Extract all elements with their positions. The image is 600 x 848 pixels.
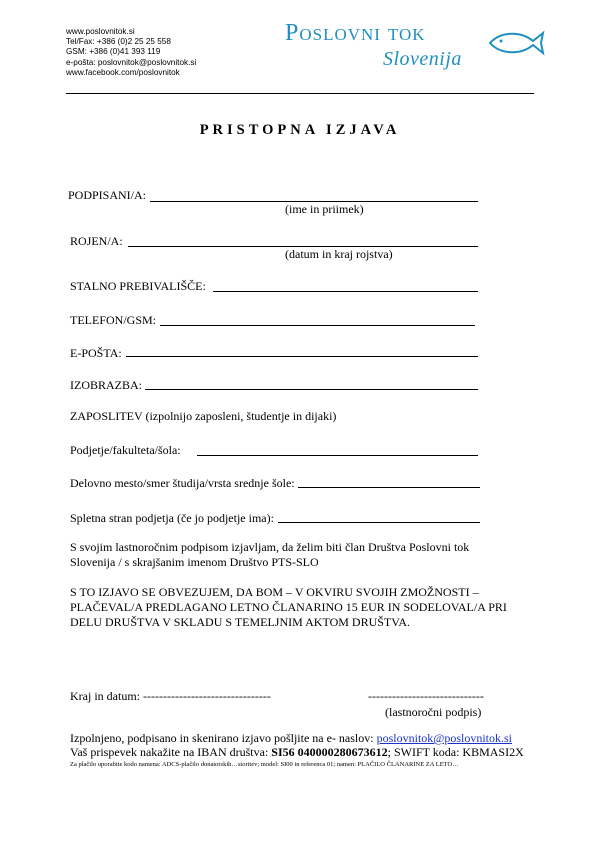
contact-email: e-pošta: poslovnitok@poslovnitok.si: [66, 57, 197, 67]
contact-phone: Tel/Fax: +386 (0)2 25 25 558: [66, 37, 171, 47]
statement-membership: S svojim lastnoročnim podpisom izjavljam, da želim biti član Društva Poslovni tok Slovenija / s skrajšanim imenom Društvo PTS-SLO: [70, 540, 470, 569]
label-delovno-mesto: Delovno mesto/smer študija/vrsta srednje šole:: [70, 476, 295, 490]
input-line-prebivalisce[interactable]: [213, 291, 478, 292]
statement-obligation: S TO IZJAVO SE OBVEZUJEM, DA BOM – V OKVIRU SVOJIH ZMOŽNOSTI – PLAČEVAL/A PREDLAGANO LETNO ČLANARINO 15 EUR IN SODELOVAL/A PRI DELU DRUŠTVA V SKLADU S TEMELJNIM AKTOM DRUŠTVA.: [70, 585, 507, 629]
fish-logo-icon: [487, 29, 547, 57]
contact-facebook: www.facebook.com/poslovnitok: [66, 67, 180, 77]
input-line-izobrazba[interactable]: [145, 389, 478, 390]
contact-block: [66, 27, 196, 78]
label-spletna-stran: Spletna stran podjetja (če jo podjetje ima):: [70, 511, 274, 525]
label-zaposlitev: ZAPOSLITEV (izpolnijo zaposleni, študentje in dijaki): [70, 409, 337, 423]
label-prebivalisce: STALNO PREBIVALIŠČE:: [70, 279, 206, 293]
label-izobrazba: IZOBRAZBA:: [70, 378, 142, 392]
label-eposta: E-POŠTA:: [70, 346, 122, 360]
input-line-spletna-stran[interactable]: [278, 522, 480, 523]
input-line-delovno-mesto[interactable]: [298, 487, 480, 488]
label-rojen: ROJEN/A:: [70, 234, 123, 248]
label-podjetje: Podjetje/fakulteta/šola:: [70, 443, 181, 457]
contact-website: www.poslovnitok.si: [66, 27, 135, 36]
send-instructions: [70, 731, 512, 746]
logo-name: Poslovni tok: [285, 20, 426, 46]
swift-prefix: ; SWIFT koda:: [387, 745, 463, 759]
send-email-link[interactable]: poslovnitok@poslovnitok.si: [376, 731, 513, 745]
input-line-telefon[interactable]: [160, 325, 475, 326]
signature-hint: (lastnoročni podpis): [385, 705, 482, 719]
logo-subtitle: Slovenija: [383, 48, 462, 70]
hint-datum-kraj: (datum in kraj rojstva): [285, 247, 393, 261]
send-text: Izpolnjeno, podpisano in skenirano izjavo pošljite na e- naslov:: [70, 731, 377, 745]
label-podpisani: PODPISANI/A:: [68, 188, 147, 202]
header-divider: [66, 93, 534, 94]
input-line-eposta[interactable]: [126, 356, 478, 357]
iban-value: SI56 040000280673612: [271, 745, 388, 759]
swift-value: KBMASI2X: [462, 745, 524, 759]
contact-gsm: GSM: +386 (0)41 393 119: [66, 47, 161, 57]
place-date-field[interactable]: Kraj in datum: --------------------------------: [70, 689, 271, 703]
payment-note: Za plačilo uporabite kodo namena: ADCS-plačilo donatorskih…storitev; model: SI00 in referenca 01; namen: PLAČILO ČLANARINE ZA LETO…: [70, 761, 459, 768]
iban-prefix: Vaš prispevek nakažite na IBAN društva:: [70, 745, 272, 759]
page-title: PRISTOPNA IZJAVA: [199, 122, 401, 138]
input-line-podjetje[interactable]: [197, 455, 478, 456]
payment-instructions: [70, 745, 524, 760]
signature-line[interactable]: -----------------------------: [368, 689, 484, 703]
label-telefon: TELEFON/GSM:: [70, 313, 157, 327]
hint-ime-priimek: (ime in priimek): [285, 202, 364, 216]
